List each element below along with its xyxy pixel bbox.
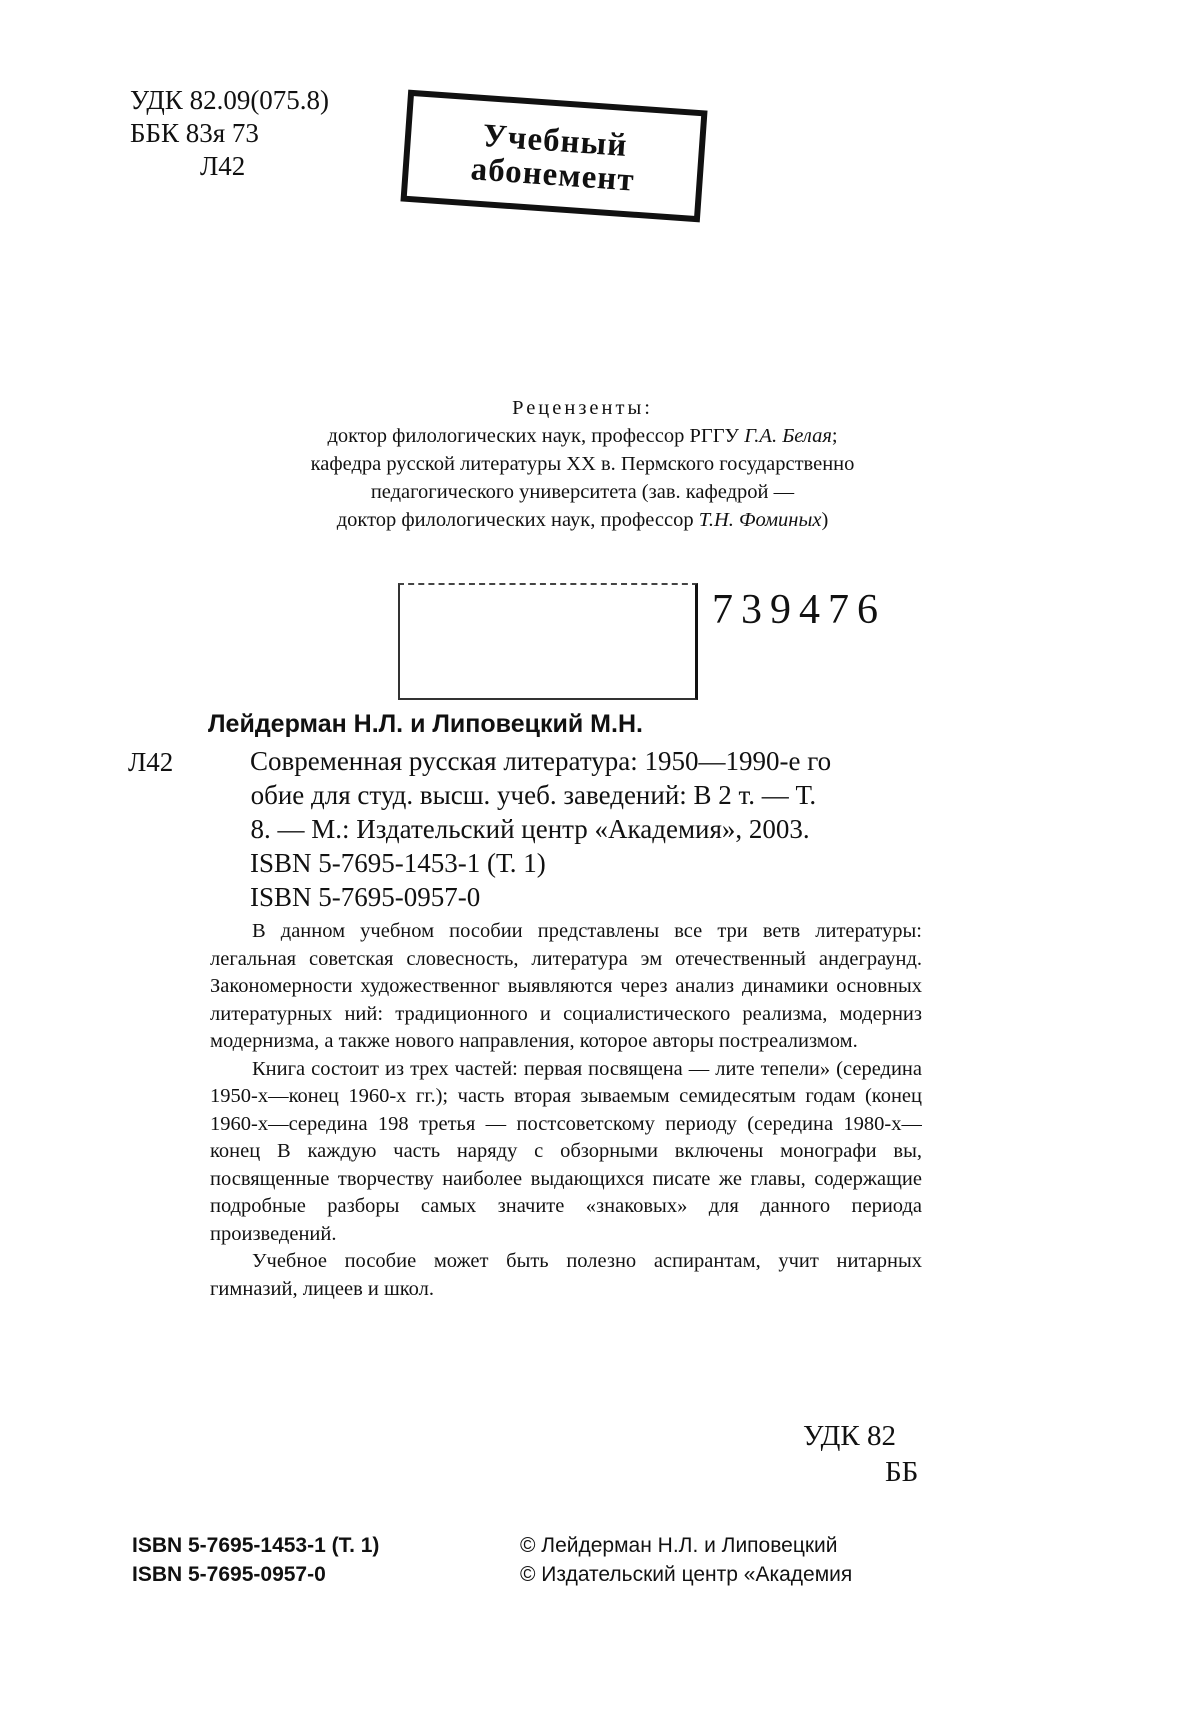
- bib-line-1: Современная русская литература: 1950—1990-е го: [250, 744, 930, 778]
- reviewer-line-1: доктор филологических наук, профессор РГГУ Г.А. Белая;: [230, 422, 935, 450]
- annotation-paragraph-3: Учебное пособие может быть полезно аспирантам, учит нитарных гимназий, лицеев и школ.: [210, 1248, 922, 1303]
- reviewer-line-2: кафедра русской литературы XX в. Пермского государственно: [230, 450, 935, 478]
- inventory-stamp-box: [398, 583, 698, 700]
- bib-isbn-1: ISBN 5-7695-1453-1 (Т. 1): [250, 846, 930, 880]
- imprint-isbn-block: [132, 1531, 379, 1589]
- udk-code: УДК 82.09(075.8): [130, 84, 329, 117]
- reviewers-block: [230, 394, 935, 534]
- stamp-line-1: Учебный: [410, 114, 700, 168]
- bibliographic-description: [250, 744, 930, 914]
- imprint-isbn-1: ISBN 5-7695-1453-1 (Т. 1): [132, 1531, 379, 1560]
- annotation-paragraph-2: Книга состоит из трех частей: первая посвящена — лите тепели» (середина 1950-х—конец 1960-х гг.); часть вторая зываемым семидесятым годам (конец 1960-х—середина 198 третья — постсоветскому периоду (середина 1980-х—конец В каждую часть наряду с обзорными включены монографи вы, посвященные творчеству наиболее выдающихся писате же главы, содержащие подробные разборы самых значите «знаковых» для данного периода произведений.: [210, 1056, 922, 1249]
- stamp-line-2: абонемент: [408, 148, 698, 202]
- book-authors: Лейдерман Н.Л. и Липовецкий М.Н.: [208, 710, 643, 739]
- copyright-line-2: © Издательский центр «Академия: [520, 1560, 920, 1589]
- annotation-paragraph-1: В данном учебном пособии представлены все три ветв литературы: легальная советская словесность, литература эм отечественный андеграунд. Закономерности художественног выявляются через анализ динамики основных литературных ний: традиционного и социалистического реализма, модерниз модернизма, а также нового направления, которое авторы постреализмом.: [210, 918, 922, 1056]
- bbk-code: ББК 83я 73: [130, 117, 259, 150]
- reviewers-heading: Рецензенты:: [230, 394, 935, 422]
- footer-bbk: ББ: [885, 1454, 918, 1490]
- imprint-isbn-2: ISBN 5-7695-0957-0: [132, 1560, 379, 1589]
- bib-line-3: 1968. — М.: Издательский центр «Академия», 2003.: [250, 812, 930, 846]
- reviewer-name-1: Г.А. Белая: [744, 425, 832, 447]
- library-stamp: [400, 90, 707, 223]
- reviewer-name-2: Т.Н. Фоминых: [699, 509, 822, 531]
- copyright-block: [520, 1531, 920, 1589]
- reviewer-line-3: педагогического университета (зав. кафедрой —: [230, 478, 935, 506]
- author-cipher: Л42: [128, 747, 173, 778]
- copyright-line-1: © Лейдерман Н.Л. и Липовецкий: [520, 1531, 920, 1560]
- reviewer-line-4: доктор филологических наук, профессор Т.Н. Фоминых): [230, 506, 935, 534]
- bib-isbn-2: ISBN 5-7695-0957-0: [250, 880, 930, 914]
- bib-line-2: пособие для студ. высш. учеб. заведений: В 2 т. — Т.: [250, 778, 930, 812]
- author-code: Л42: [200, 150, 245, 183]
- footer-udk: УДК 82: [803, 1418, 896, 1454]
- inventory-number: 739476: [712, 586, 886, 634]
- annotation: [210, 918, 922, 1303]
